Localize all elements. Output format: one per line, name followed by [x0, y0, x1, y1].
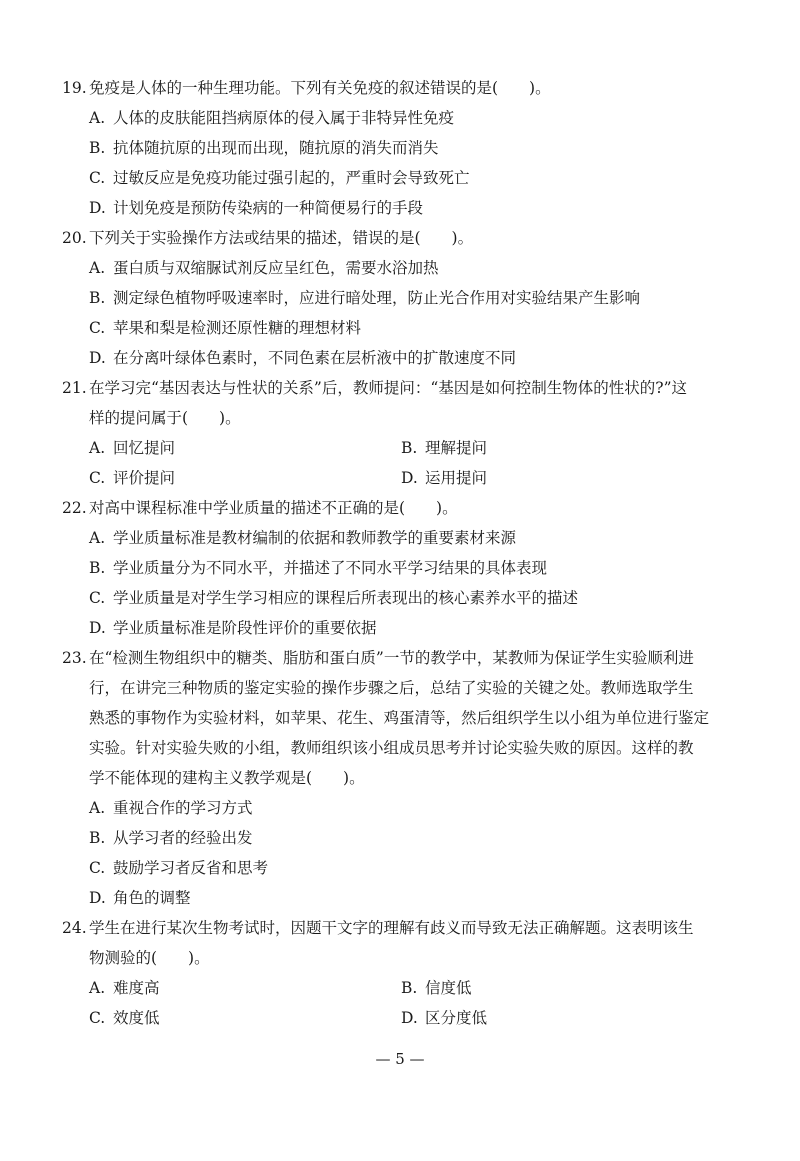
- question-number: 21.: [62, 379, 87, 397]
- option-b: B. 学业质量分为不同水平，并描述了不同水平学习结果的具体表现: [89, 559, 548, 577]
- question-stem: 对高中课程标准中学业质量的描述不正确的是( )。: [89, 499, 458, 517]
- question-stem-cont: 学不能体现的建构主义教学观是( )。: [89, 769, 365, 787]
- question-number: 20.: [62, 229, 87, 247]
- option-c: C. 苹果和梨是检测还原性糖的理想材料: [89, 319, 362, 337]
- option-c: C. 过敏反应是免疫功能过强引起的，严重时会导致死亡: [89, 169, 470, 187]
- question-stem-cont: 实验。针对实验失败的小组，教师组织该小组成员思考并讨论实验失败的原因。这样的教: [89, 739, 694, 757]
- option-a: A. 蛋白质与双缩脲试剂反应呈红色，需要水浴加热: [89, 259, 439, 277]
- option-a: A. 学业质量标准是教材编制的依据和教师教学的重要素材来源: [89, 529, 517, 547]
- option-d: D. 在分离叶绿体色素时，不同色素在层析液中的扩散速度不同: [89, 349, 517, 367]
- option-b: B. 从学习者的经验出发: [89, 829, 253, 847]
- question-19: [62, 78, 740, 228]
- option-c: C. 效度低: [89, 1009, 160, 1027]
- option-b: B. 抗体随抗原的出现而出现，随抗原的消失而消失: [89, 139, 439, 157]
- question-stem: 在学习完“基因表达与性状的关系”后，教师提问：“基因是如何控制生物体的性状的?”这: [89, 379, 688, 397]
- option-d: D. 区分度低: [401, 1009, 488, 1027]
- question-23: [62, 648, 740, 918]
- question-22: [62, 498, 740, 648]
- option-c: C. 鼓励学习者反省和思考: [89, 859, 269, 877]
- option-d: D. 运用提问: [401, 469, 488, 487]
- question-24: [62, 918, 740, 1038]
- question-stem-cont: 样的提问属于( )。: [89, 409, 241, 427]
- option-d: D. 学业质量标准是阶段性评价的重要依据: [89, 619, 377, 637]
- question-number: 19.: [62, 79, 87, 97]
- option-c: C. 评价提问: [89, 469, 176, 487]
- option-c: C. 学业质量是对学生学习相应的课程后所表现出的核心素养水平的描述: [89, 589, 579, 607]
- page-number: — 5 —: [375, 1050, 425, 1068]
- option-d: D. 角色的调整: [89, 889, 191, 907]
- question-number: 23.: [62, 649, 87, 667]
- option-a: A. 人体的皮肤能阻挡病原体的侵入属于非特异性免疫: [89, 109, 455, 127]
- question-number: 22.: [62, 499, 87, 517]
- question-stem: 学生在进行某次生物考试时，因题干文字的理解有歧义而导致无法正确解题。这表明该生: [89, 919, 694, 937]
- question-stem-cont: 行，在讲完三种物质的鉴定实验的操作步骤之后，总结了实验的关键之处。教师选取学生: [89, 679, 694, 697]
- question-20: [62, 228, 740, 378]
- option-a: A. 重视合作的学习方式: [89, 799, 253, 817]
- question-stem-cont: 熟悉的事物作为实验材料，如苹果、花生、鸡蛋清等，然后组织学生以小组为单位进行鉴定: [89, 709, 710, 727]
- question-stem: 在“检测生物组织中的糖类、脂肪和蛋白质”一节的教学中，某教师为保证学生实验顺利进: [89, 649, 694, 667]
- option-a: A. 难度高: [89, 979, 160, 997]
- option-d: D. 计划免疫是预防传染病的一种简便易行的手段: [89, 199, 424, 217]
- question-number: 24.: [62, 919, 87, 937]
- option-b: B. 测定绿色植物呼吸速率时，应进行暗处理，防止光合作用对实验结果产生影响: [89, 289, 641, 307]
- option-a: A. 回忆提问: [89, 439, 176, 457]
- question-21: [62, 378, 740, 498]
- question-stem: 免疫是人体的一种生理功能。下列有关免疫的叙述错误的是( )。: [89, 79, 551, 97]
- option-b: B. 信度低: [401, 979, 472, 997]
- question-stem: 下列关于实验操作方法或结果的描述，错误的是( )。: [89, 229, 474, 247]
- question-stem-cont: 物测验的( )。: [89, 949, 210, 967]
- option-b: B. 理解提问: [401, 439, 488, 457]
